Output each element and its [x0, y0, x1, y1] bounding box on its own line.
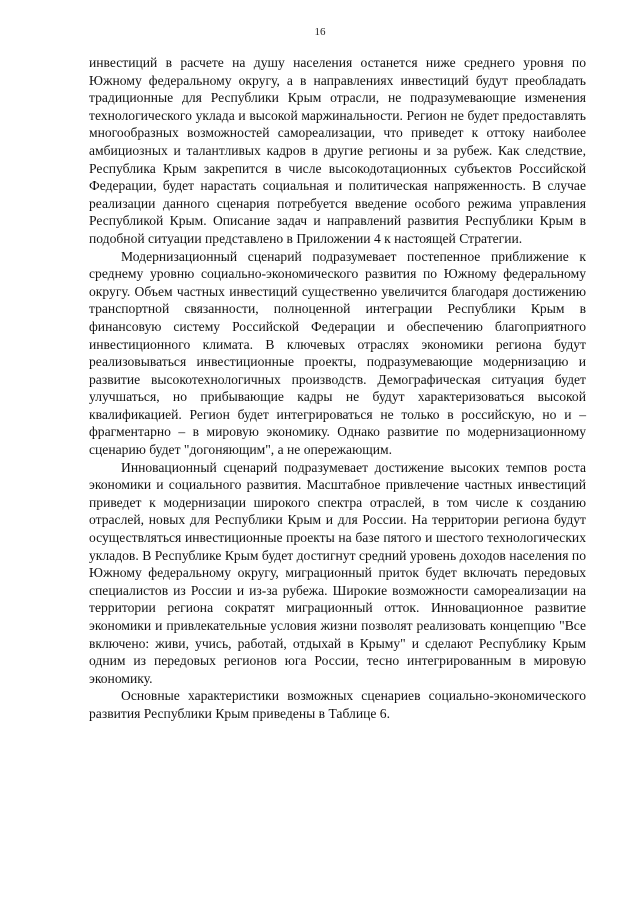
page-number: 16 [314, 26, 326, 38]
paragraph-modernization-scenario: Модернизационный сценарий подразумевает постепенное приближение к среднему уровню социально-экономического развития по Южному федеральному округу. Объем частных инвестиций существенно увеличится благодаря достижению транспортной связанности, полноценной интеграции Республики Крым в финансовую систему Российской Федерации и обеспечению благоприятного инвестиционного климата. В ключевых отраслях экономики региона будут реализовываться инвестиционные проекты, подразумевающие модернизацию и развитие высокотехнологичных производств. Демографическая ситуация будет улучшаться, но прибывающие кадры не будут характеризоваться высокой квалификацией. Регион будет интегрироваться не только в российскую, но и – фрагментарно – в мировую экономику. Однако развитие по модернизационному сценарию будет "догоняющим", а не опережающим. [89, 248, 586, 458]
paragraph-innovation-scenario: Инновационный сценарий подразумевает достижение высоких темпов роста экономики и социального развития. Масштабное привлечение частных инвестиций приведет к модернизации широкого спектра отраслей, в том числе к созданию отраслей, новых для Республики Крым и для России. На территории региона будут осуществляться инвестиционные проекты на базе пятого и шестого технологических укладов. В Республике Крым будет достигнут средний уровень доходов населения по Южному федеральному округу, миграционный приток будет включать передовых специалистов из России и из-за рубежа. Широкие возможности самореализации на территории региона сократят миграционный отток. Инновационное развитие экономики и привлекательные условия жизни позволят реализовать концепцию "Все включено: живи, учись, работай, отдыхай в Крыму" и сделают Республику Крым одним из передовых регионов юга России, тесно интегрированным в мировую экономику. [89, 459, 586, 686]
document-body [89, 54, 586, 723]
paragraph-continuation: инвестиций в расчете на душу населения останется ниже среднего уровня по Южному федеральному округу, а в направлениях инвестиций будут преобладать традиционные для Республики Крым отрасли, не подразумевающие изменения технологического уклада и высокой маржинальности. Регион не будет предоставлять многообразных возможностей самореализации, что приведет к оттоку наиболее амбициозных и талантливых кадров в другие регионы и за рубеж. Как следствие, Республика Крым закрепится в числе высокодотационных субъектов Российской Федерации, будет нарастать социальная и политическая напряженность. В случае реализации данного сценария потребуется введение особого режима управления Республикой Крым. Описание задач и направлений развития Республики Крым в подобной ситуации представлено в Приложении 4 к настоящей Стратегии. [89, 55, 586, 246]
paragraph-table-reference: Основные характеристики возможных сценариев социально-экономического развития Республики Крым приведены в Таблице 6. [89, 688, 586, 721]
